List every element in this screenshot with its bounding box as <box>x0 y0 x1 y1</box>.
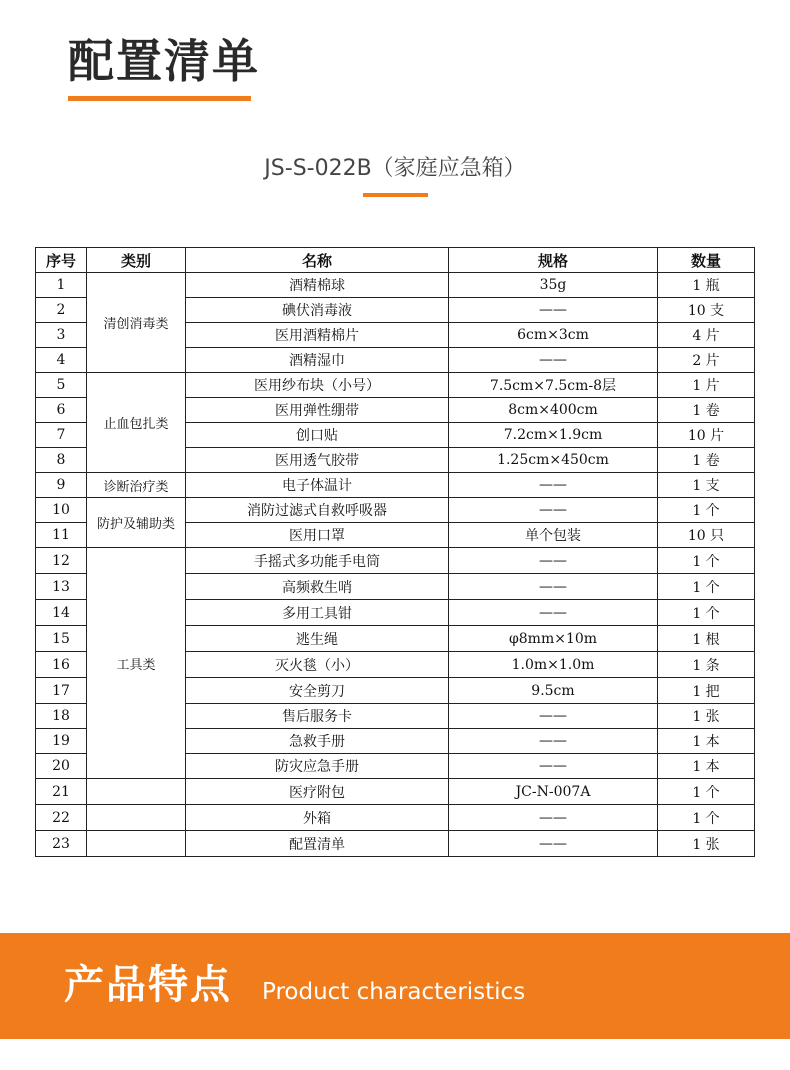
table-row <box>36 498 755 523</box>
item-name: 医疗附包 <box>186 779 449 805</box>
table-header-row <box>36 248 755 273</box>
row-no: 7 <box>36 423 87 448</box>
item-name: 酒精湿巾 <box>186 348 449 373</box>
table-row <box>36 779 755 805</box>
row-no: 2 <box>36 298 87 323</box>
item-spec: 7.5cm×7.5cm-8层 <box>449 373 658 398</box>
item-spec: —— <box>449 348 658 373</box>
item-spec: —— <box>449 729 658 754</box>
item-name: 碘伏消毒液 <box>186 298 449 323</box>
item-name: 逃生绳 <box>186 626 449 652</box>
item-qty: 1 个 <box>658 498 755 523</box>
item-spec: —— <box>449 805 658 831</box>
item-qty: 1 个 <box>658 574 755 600</box>
item-name: 外箱 <box>186 805 449 831</box>
header-no: 序号 <box>36 248 87 273</box>
item-qty: 1 个 <box>658 548 755 574</box>
table-row <box>36 831 755 857</box>
row-no: 5 <box>36 373 87 398</box>
category-empty <box>87 779 186 805</box>
row-no: 8 <box>36 448 87 473</box>
table-row <box>36 373 755 398</box>
features-title-en: Product characteristics <box>262 979 526 1005</box>
item-qty: 4 片 <box>658 323 755 348</box>
row-no: 21 <box>36 779 87 805</box>
item-qty: 1 片 <box>658 373 755 398</box>
item-spec: —— <box>449 548 658 574</box>
row-no: 12 <box>36 548 87 574</box>
item-qty: 1 个 <box>658 805 755 831</box>
category-empty <box>87 831 186 857</box>
item-spec: —— <box>449 574 658 600</box>
item-qty: 1 张 <box>658 704 755 729</box>
item-name: 手摇式多功能手电筒 <box>186 548 449 574</box>
page-title: 配置清单 <box>68 34 260 88</box>
item-spec: 单个包装 <box>449 523 658 548</box>
row-no: 6 <box>36 398 87 423</box>
item-name: 医用透气胶带 <box>186 448 449 473</box>
item-name: 安全剪刀 <box>186 678 449 704</box>
category-tools: 工具类 <box>87 548 186 779</box>
title-underline <box>68 96 251 101</box>
row-no: 10 <box>36 498 87 523</box>
item-qty: 1 个 <box>658 600 755 626</box>
subtitle-underline <box>363 193 428 197</box>
item-spec: 9.5cm <box>449 678 658 704</box>
row-no: 13 <box>36 574 87 600</box>
item-spec: —— <box>449 704 658 729</box>
item-spec: —— <box>449 498 658 523</box>
item-spec: 6cm×3cm <box>449 323 658 348</box>
header-name: 名称 <box>186 248 449 273</box>
table-row <box>36 273 755 298</box>
category-empty <box>87 805 186 831</box>
category-cleaning: 清创消毒类 <box>87 273 186 373</box>
item-spec: —— <box>449 600 658 626</box>
item-qty: 1 支 <box>658 473 755 498</box>
item-name: 多用工具钳 <box>186 600 449 626</box>
row-no: 9 <box>36 473 87 498</box>
item-name: 售后服务卡 <box>186 704 449 729</box>
item-qty: 10 支 <box>658 298 755 323</box>
item-spec: 1.25cm×450cm <box>449 448 658 473</box>
item-qty: 1 卷 <box>658 398 755 423</box>
category-diagnosis: 诊断治疗类 <box>87 473 186 498</box>
item-qty: 1 个 <box>658 779 755 805</box>
row-no: 17 <box>36 678 87 704</box>
table-row <box>36 473 755 498</box>
item-spec: —— <box>449 298 658 323</box>
row-no: 19 <box>36 729 87 754</box>
item-name: 医用口罩 <box>186 523 449 548</box>
row-no: 20 <box>36 754 87 779</box>
product-model-subtitle: JS-S-022B（家庭应急箱） <box>264 156 526 181</box>
item-spec: —— <box>449 831 658 857</box>
item-spec: 1.0m×1.0m <box>449 652 658 678</box>
item-spec: —— <box>449 754 658 779</box>
header-category: 类别 <box>87 248 186 273</box>
item-qty: 1 条 <box>658 652 755 678</box>
item-qty: 1 瓶 <box>658 273 755 298</box>
item-qty: 1 卷 <box>658 448 755 473</box>
row-no: 4 <box>36 348 87 373</box>
item-qty: 10 片 <box>658 423 755 448</box>
item-name: 医用纱布块（小号） <box>186 373 449 398</box>
header-qty: 数量 <box>658 248 755 273</box>
item-name: 医用弹性绷带 <box>186 398 449 423</box>
item-name: 电子体温计 <box>186 473 449 498</box>
item-qty: 1 把 <box>658 678 755 704</box>
row-no: 3 <box>36 323 87 348</box>
product-features-banner <box>0 933 790 1039</box>
item-name: 高频救生哨 <box>186 574 449 600</box>
item-name: 配置清单 <box>186 831 449 857</box>
row-no: 23 <box>36 831 87 857</box>
row-no: 15 <box>36 626 87 652</box>
row-no: 1 <box>36 273 87 298</box>
item-qty: 1 根 <box>658 626 755 652</box>
item-spec: 35g <box>449 273 658 298</box>
table-row <box>36 548 755 574</box>
features-title-cn: 产品特点 <box>64 962 232 1008</box>
item-spec: 8cm×400cm <box>449 398 658 423</box>
item-qty: 1 本 <box>658 729 755 754</box>
item-qty: 10 只 <box>658 523 755 548</box>
item-qty: 1 张 <box>658 831 755 857</box>
item-name: 灭火毯（小） <box>186 652 449 678</box>
item-spec: JC-N-007A <box>449 779 658 805</box>
row-no: 22 <box>36 805 87 831</box>
item-qty: 2 片 <box>658 348 755 373</box>
item-name: 消防过滤式自救呼吸器 <box>186 498 449 523</box>
row-no: 16 <box>36 652 87 678</box>
row-no: 14 <box>36 600 87 626</box>
row-no: 18 <box>36 704 87 729</box>
item-spec: φ8mm×10m <box>449 626 658 652</box>
item-name: 创口贴 <box>186 423 449 448</box>
item-qty: 1 本 <box>658 754 755 779</box>
row-no: 11 <box>36 523 87 548</box>
item-name: 急救手册 <box>186 729 449 754</box>
item-spec: —— <box>449 473 658 498</box>
config-table <box>35 247 755 857</box>
item-name: 防灾应急手册 <box>186 754 449 779</box>
category-protection: 防护及辅助类 <box>87 498 186 548</box>
item-spec: 7.2cm×1.9cm <box>449 423 658 448</box>
item-name: 酒精棉球 <box>186 273 449 298</box>
category-hemostasis: 止血包扎类 <box>87 373 186 473</box>
header-spec: 规格 <box>449 248 658 273</box>
item-name: 医用酒精棉片 <box>186 323 449 348</box>
table-row <box>36 805 755 831</box>
